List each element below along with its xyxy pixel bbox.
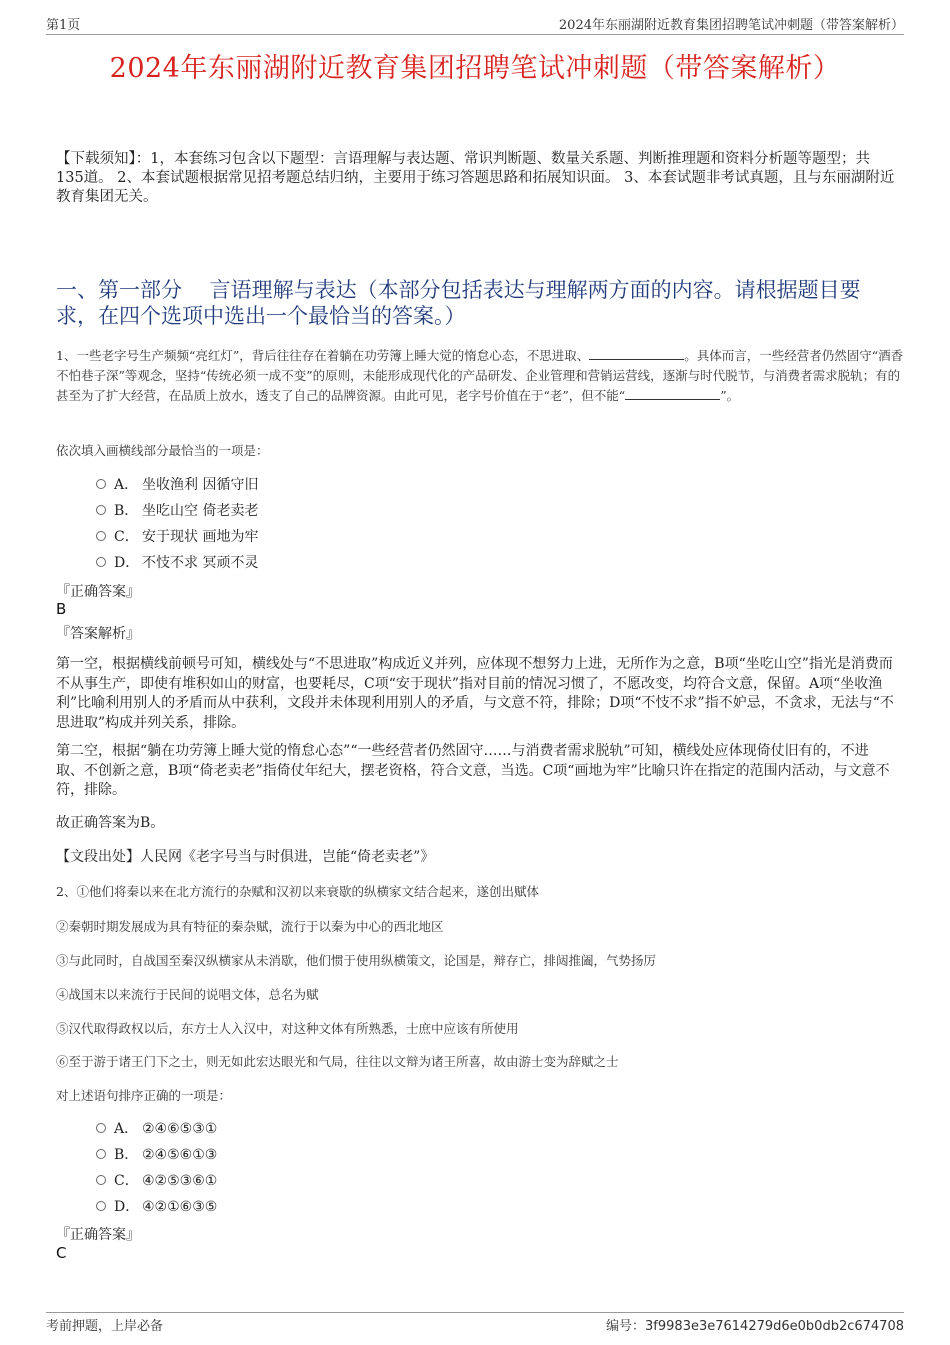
question-2-line: ④战国末以来流行于民间的说唱文体，总名为赋: [56, 987, 319, 1002]
page-header: [46, 12, 904, 35]
page-number: 第1页: [46, 18, 81, 33]
question-2-options: [96, 1116, 217, 1220]
q1-text-part-c: ”。: [720, 388, 740, 403]
footer-slogan: 考前押题，上岸必备: [46, 1319, 164, 1334]
page-footer: [46, 1312, 904, 1334]
question-2-line: ②秦朝时期发展成为具有特征的秦杂赋，流行于以秦为中心的西北地区: [56, 919, 444, 934]
radio-icon[interactable]: [96, 531, 106, 541]
q2-option-a[interactable]: A． ②④⑥⑤③①: [96, 1116, 217, 1142]
q1-answer-label: 『正确答案』: [56, 584, 140, 600]
header-doc-title: 2024年东丽湖附近教育集团招聘笔试冲刺题（带答案解析）: [558, 18, 904, 33]
radio-icon[interactable]: [96, 505, 106, 515]
radio-icon[interactable]: [96, 1123, 106, 1133]
q2-answer-label: 『正确答案』: [56, 1227, 140, 1243]
q1-analysis-label: 『答案解析』: [56, 626, 140, 642]
question-2-prompt: 对上述语句排序正确的一项是：: [56, 1088, 232, 1103]
question-2-line: ⑤汉代取得政权以后，东方士人入汉中，对这种文体有所熟悉，士庶中应该有所使用: [56, 1021, 519, 1036]
q1-analysis-conclusion: 故正确答案为B。: [56, 815, 165, 831]
section-heading: 一、第一部分 言语理解与表达（本部分包括表达与理解两方面的内容。请根据题目要求，在四个选项中选出一个最恰当的答案。）: [56, 278, 861, 328]
question-1-options: [96, 472, 258, 576]
q2-option-c[interactable]: C． ④②⑤③⑥①: [96, 1168, 217, 1194]
q1-option-a[interactable]: A． 坐收渔利 因循守旧: [96, 472, 258, 498]
radio-icon[interactable]: [96, 1149, 106, 1159]
question-2-line: 2、①他们将秦以来在北方流行的杂赋和汉初以来衰歇的纵横家文结合起来，遂创出赋体: [56, 884, 539, 899]
question-1-prompt: 依次填入画横线部分最恰当的一项是：: [56, 443, 269, 458]
footer-code: 编号：3f9983e3e7614279d6e0b0db2c674708: [606, 1319, 904, 1334]
radio-icon[interactable]: [96, 557, 106, 567]
radio-icon[interactable]: [96, 1175, 106, 1185]
q1-analysis-paragraph: 第二空，根据“躺在功劳簿上睡大觉的惰怠心态”“一些经营者仍然固守……与消费者需求脱轨”可知，横线处应体现倚仗旧有的，不进取、不创新之意，B项“倚老卖老”指倚仗年纪大，摆老资格，符合文意，当选。C项“画地为牢”比喻只许在指定的范围内活动，与文意不符，排除。: [56, 743, 890, 798]
q2-option-b[interactable]: B． ②④⑤⑥①③: [96, 1142, 217, 1168]
q1-option-d[interactable]: D． 不忮不求 冥顽不灵: [96, 550, 258, 576]
radio-icon[interactable]: [96, 1201, 106, 1211]
q1-analysis-paragraph: 第一空，根据横线前顿号可知，横线处与“不思进取”构成近义并列，应体现不想努力上进，无所作为之意，B项“坐吃山空”指光是消费而不从事生产，即使有堆积如山的财富，也要耗尽，C项“安于现状”指对目前的情况习惯了，不愿改变，均符合文意，保留。A项“坐收渔利”比喻利用别人的矛盾而从中获利，文段并未体现利用别人的矛盾，与文意不符，排除；D项“不忮不求”指不妒忌，不贪求，无法与“不思进取”构成并列关系，排除。: [56, 656, 894, 731]
q2-answer: C: [56, 1244, 67, 1262]
radio-icon[interactable]: [96, 479, 106, 489]
question-1-text: [56, 346, 906, 406]
q1-text-part-a: 1、一些老字号生产频频“亮红灯”，背后往往存在着躺在功劳簿上睡大觉的惰怠心态，不思进取、: [56, 348, 590, 363]
q1-option-c[interactable]: C． 安于现状 画地为牢: [96, 524, 258, 550]
q1-blank-2: [625, 387, 720, 400]
q1-answer: B: [56, 600, 67, 618]
question-2-line: ③与此同时，自战国至秦汉纵横家从未消歇，他们惯于使用纵横策文，论国是，辩存亡，排闼推阖，气势扬厉: [56, 953, 657, 968]
question-2-line: ⑥至于游于诸王门下之士，则无如此宏达眼光和气局，往往以文辩为诸王所喜，故由游士变为辞赋之士: [56, 1054, 619, 1069]
download-notice: 【下载须知】：1，本套练习包含以下题型：言语理解与表达题、常识判断题、数量关系题、判断推理题和资料分析题等题型；共135道。 2、本套试题根据常见招考题总结归纳，主要用于练习答题思路和拓展知识面。 3、本套试题非考试真题，且与东丽湖附近教育集团无关。: [56, 151, 895, 205]
q2-option-d[interactable]: D． ④②①⑥③⑤: [96, 1194, 217, 1220]
q1-source: 【文段出处】人民网《老字号当与时俱进，岂能“倚老卖老”》: [56, 849, 435, 865]
q1-blank-1: [589, 347, 684, 360]
q1-text-part-b: 。具体而言，一些经营者仍然固守“酒香不怕巷子深”等观念，坚持“传统必须一成不变”的原则，未能形成现代化的产品研发、企业管理和营销运营线，逐渐与时代脱节，与消费者需求脱轨；有的甚至为了扩大经营，在品质上放水，透支了自己的品牌资源。由此可见，老字号价值在于“老”，但不能“: [56, 348, 904, 403]
q1-option-b[interactable]: B． 坐吃山空 倚老卖老: [96, 498, 258, 524]
document-title: 2024年东丽湖附近教育集团招聘笔试冲刺题（带答案解析）: [109, 53, 841, 84]
